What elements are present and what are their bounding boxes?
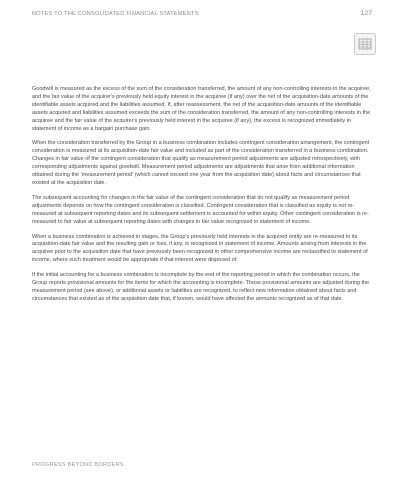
running-head: NOTES TO THE CONSOLIDATED FINANCIAL STATEMENTS bbox=[32, 11, 199, 17]
page-footer: PROGRESS BEYOND BORDERS bbox=[32, 462, 124, 468]
paragraph-subsequent-accounting: The subsequent accounting for changes in the fair value of the contingent consideration that do not qualify as measurement period adjustments depends on how the contingent consideration is classified. Contingent consideration that is classified as equity is not re-measured at subsequent reporting dates and its subsequent settlement is accounted for within equity. Other contingent consideration is re-measured to fair value at subsequent reporting dates with changes in fair value recognized in statement of income. bbox=[32, 194, 369, 225]
body-text bbox=[32, 86, 372, 311]
paragraph-contingent-consideration: When the consideration transferred by the Group in a business combination includes contingent consideration arrangement, the contingent consideration is measured at its acquisition-date fair value and included as part of the consideration transferred in a business combination. Changes in fair value of the contingent consideration that qualify as measurement period adjustments are adjusted retrospectively, with corresponding adjustments against goodwill. Measurement period adjustments are adjustments that arise from additional information obtained during the 'measurement period' (which cannot exceed one year from the acquisition date) about facts and circumstances that existed at the acquisition date. bbox=[32, 140, 370, 186]
paragraph-goodwill: Goodwill is measured as the excess of the sum of the consideration transferred, the amount of any non-controlling interests in the acquiree, and the fair value of the acquirer's previously held equity interest in the acquiree (if any) over the net of the acquisition-date amounts of the identifiable assets acquired and the liabilities assumed. If, after reassessment, the net of the acquisition-date amounts of the identifiable assets acquired and liabilities assumed exceeds the sum of the consideration transferred, the amount of any non-controlling interests in the acquiree and the fair value of the acquirer's previously held interest in the acquiree (if any), the excess is recognized immediately in statement of income as a bargain purchase gain. bbox=[32, 86, 371, 132]
page-number: 127 bbox=[360, 10, 372, 17]
paragraph-stages: When a business combination is achieved in stages, the Group's previously held interests in the acquired entity are re-measured to its acquisition-date fair value and the resulting gain or loss, if any, is recognized in statement of income. Amounts arising from interests in the acquiree prior to the acquisition date that have previously been recognized in other comprehensive income are reclassified to statement of income, where such treatment would be appropriate if that interest were disposed of. bbox=[32, 233, 368, 264]
paragraph-provisional-amounts: If the initial accounting for a business combination is incomplete by the end of the reporting period in which the combination occurs, the Group reports provisional amounts for the items for which the accounting is incomplete. Those provisional amounts are adjusted during the measurement period (see above), or additional assets or liabilities are recognized, to reflect new information obtained about facts and circumstances that existed as of the acquisition date that, if known, would have affected the amounts recognized as of that date. bbox=[32, 272, 370, 302]
page-header bbox=[32, 11, 372, 23]
contents-grid-icon[interactable] bbox=[354, 33, 376, 55]
